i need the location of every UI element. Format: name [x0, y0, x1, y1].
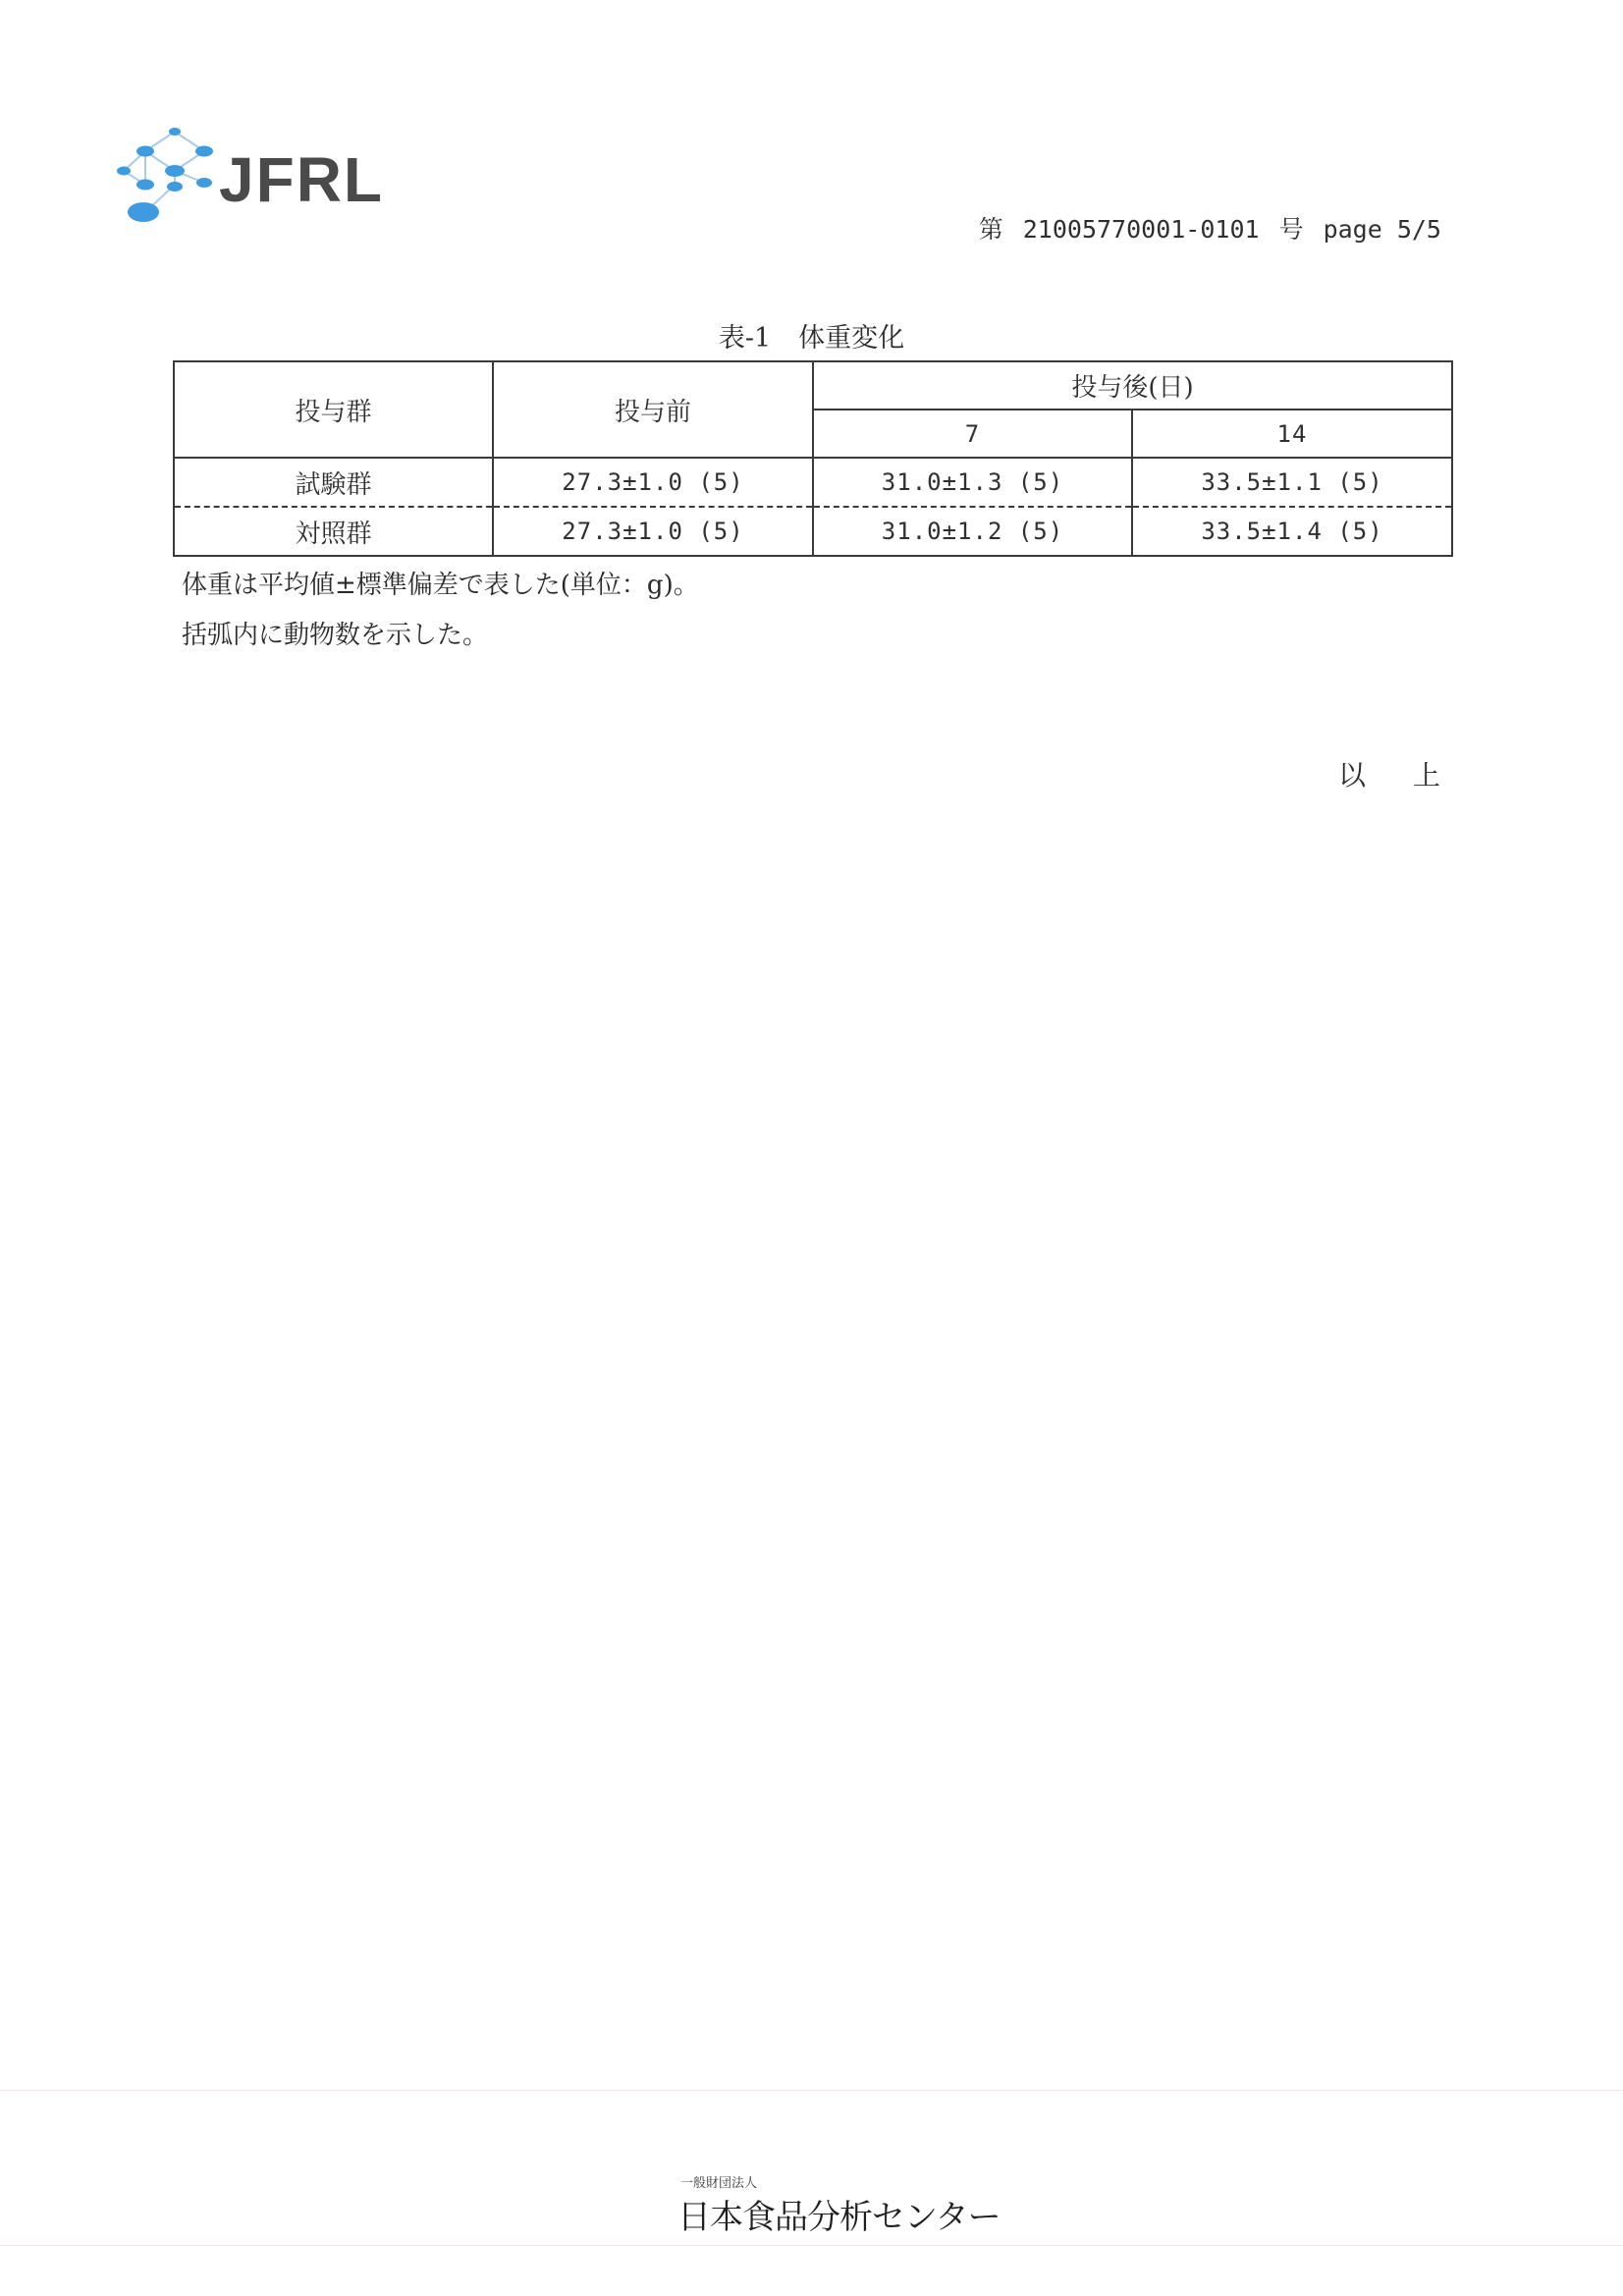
- header-before: 投与前: [493, 361, 813, 458]
- page-indicator: page 5/5: [1323, 215, 1441, 244]
- header-after: 投与後(日): [813, 361, 1452, 410]
- cell-group: 試験群: [174, 458, 493, 507]
- report-number-line: [979, 210, 1441, 246]
- footer-org-type: 一般財団法人: [680, 2176, 758, 2191]
- note-animal-count: 括弧内に動物数を示した。: [182, 621, 489, 650]
- footer-divider-top: [0, 2090, 1623, 2091]
- body-weight-table: [173, 360, 1453, 557]
- report-prefix: 第: [978, 215, 1003, 244]
- header-day-7: 7: [813, 410, 1132, 458]
- table-caption: [0, 316, 1623, 355]
- table-caption-label: 表-1: [718, 323, 772, 354]
- logo-wordmark: JFRL: [219, 144, 384, 215]
- cell-day-7: 31.0±1.3 (5): [813, 458, 1132, 507]
- cell-day-14: 33.5±1.4 (5): [1132, 507, 1452, 556]
- table-caption-title: 体重変化: [798, 323, 905, 354]
- table-row: [174, 507, 1452, 556]
- cell-group: 対照群: [174, 507, 493, 556]
- cell-day-14: 33.5±1.1 (5): [1132, 458, 1452, 507]
- jfrl-logo: [116, 124, 410, 222]
- header-group: 投与群: [174, 361, 493, 458]
- note-units: 体重は平均値±標準偏差で表した(単位：g)。: [182, 571, 699, 600]
- end-mark-char-2: 上: [1412, 759, 1440, 792]
- cell-before: 27.3±1.0 (5): [493, 507, 813, 556]
- report-suffix: 号: [1278, 215, 1304, 244]
- cell-day-7: 31.0±1.2 (5): [813, 507, 1132, 556]
- footer-org-name: 日本食品分析センター: [677, 2198, 1001, 2237]
- header-day-14: 14: [1132, 410, 1452, 458]
- network-logo-icon: [116, 124, 234, 222]
- end-mark: [1338, 754, 1440, 793]
- end-mark-char-1: 以: [1337, 759, 1366, 792]
- footer-divider-bottom: [0, 2245, 1623, 2246]
- table-row: [174, 458, 1452, 507]
- report-number: 21005770001-0101: [1022, 215, 1260, 244]
- cell-before: 27.3±1.0 (5): [493, 458, 813, 507]
